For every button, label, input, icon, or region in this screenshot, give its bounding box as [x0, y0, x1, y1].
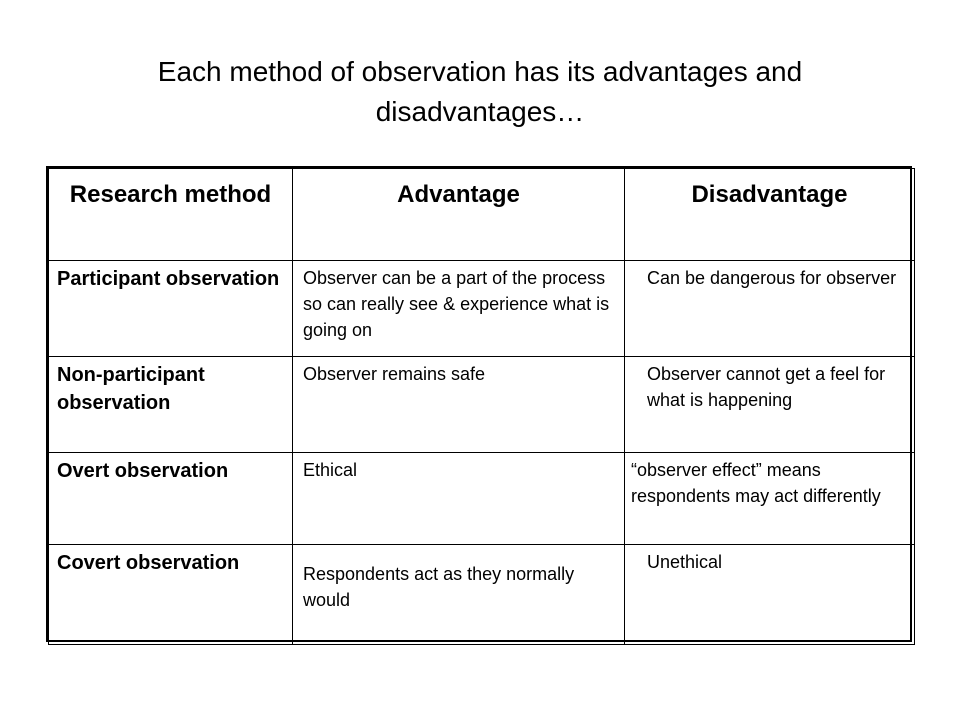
row-method-label: Non-participant observation [57, 364, 205, 414]
row-disadvantage-text: Can be dangerous for observer [647, 268, 897, 288]
row-method-cell [49, 357, 293, 453]
row-advantage-text: Observer can be a part of the process so can really see & experience what is going on [303, 268, 610, 340]
slide-title-line-1: Each method of observation has its advantages and [157, 56, 803, 87]
row-disadvantage-cell [625, 261, 915, 357]
observation-methods-table [48, 168, 915, 645]
slide-title-line-2: disadvantages… [375, 96, 585, 127]
row-method-cell [49, 545, 293, 645]
row-advantage-text: Observer remains safe [303, 364, 486, 384]
row-method-cell [49, 261, 293, 357]
header-disadvantage: Disadvantage [625, 169, 915, 261]
row-disadvantage-cell [625, 545, 915, 645]
row-advantage-text: Respondents act as they normally would [303, 564, 575, 610]
row-disadvantage-text: Observer cannot get a feel for what is happening [647, 364, 886, 410]
row-advantage-cell [293, 453, 625, 545]
comparison-table [46, 166, 912, 642]
slide-title [60, 52, 900, 132]
row-method-label: Participant observation [57, 268, 280, 290]
row-advantage-text: Ethical [303, 460, 358, 480]
row-disadvantage-text: “observer effect” means respondents may act differently [631, 460, 881, 506]
row-advantage-cell [293, 357, 625, 453]
table-row-non-participant [49, 357, 915, 453]
table-header-row [49, 169, 915, 261]
table-row-overt [49, 453, 915, 545]
row-advantage-cell [293, 261, 625, 357]
row-method-cell [49, 453, 293, 545]
row-advantage-cell [293, 545, 625, 645]
row-disadvantage-cell [625, 453, 915, 545]
row-method-label: Overt observation [57, 460, 229, 482]
row-disadvantage-cell [625, 357, 915, 453]
table-row-participant [49, 261, 915, 357]
row-method-label: Covert observation [57, 552, 240, 574]
header-advantage: Advantage [293, 169, 625, 261]
header-research-method: Research method [49, 169, 293, 261]
table-row-covert [49, 545, 915, 645]
row-disadvantage-text: Unethical [647, 552, 723, 572]
